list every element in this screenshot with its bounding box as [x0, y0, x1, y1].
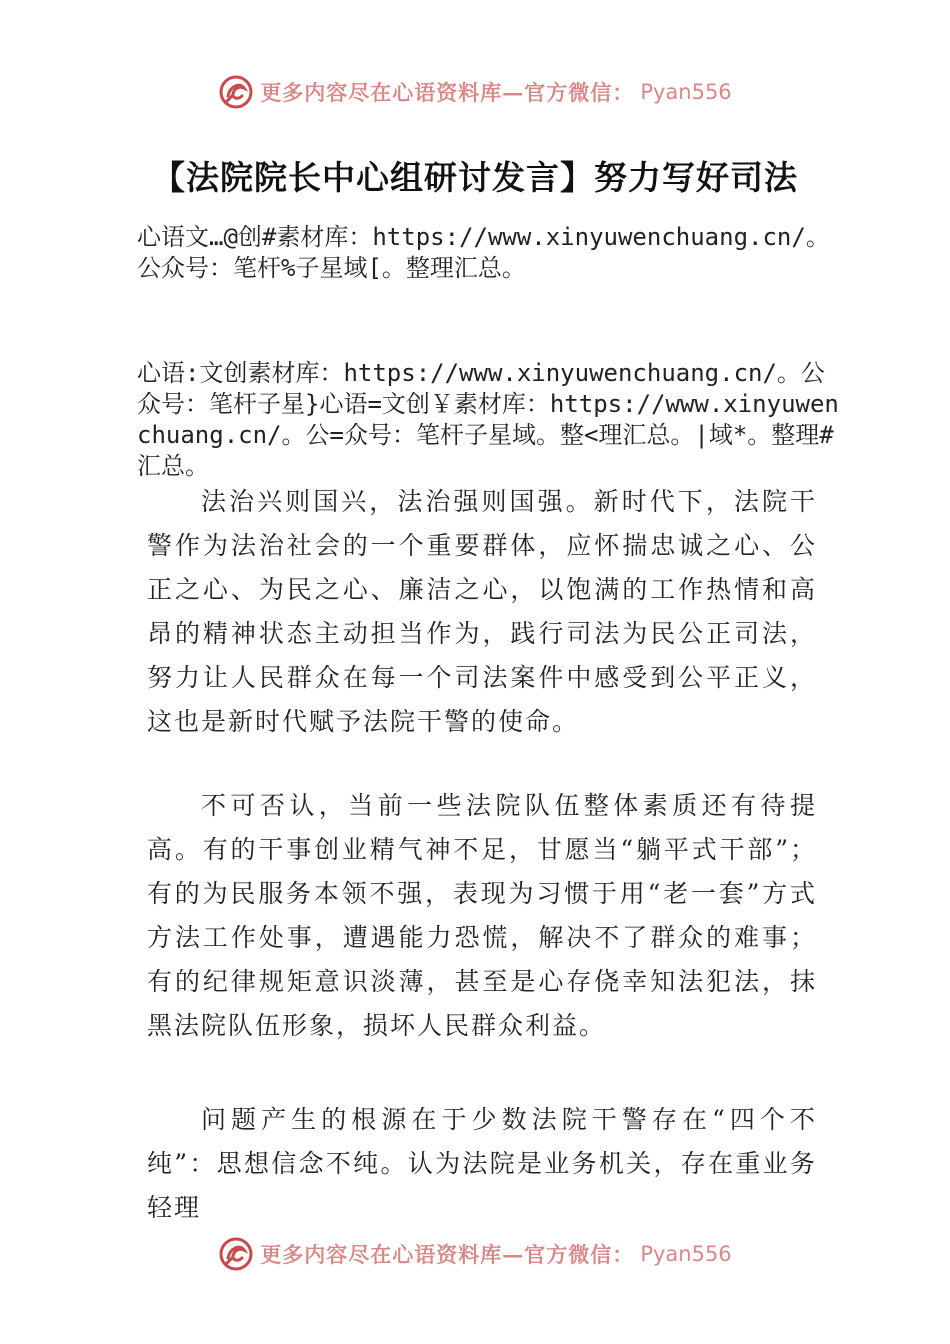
banner-wechat-id: Pyan556 [640, 80, 732, 104]
banner-text: 更多内容尽在心语资料库—官方微信： [260, 1242, 635, 1267]
red-swirl-seal-icon [218, 74, 254, 110]
banner-text: 更多内容尽在心语资料库—官方微信： [260, 80, 635, 105]
header-banner [0, 70, 950, 114]
banner-wechat-id: Pyan556 [640, 1242, 732, 1266]
paragraph-3: 问题产生的根源在于少数法院干警存在“四个不纯”：思想信念不纯。认为法院是业务机关，存在重业务轻理 [147, 1105, 817, 1222]
red-swirl-seal-icon [218, 1236, 254, 1272]
paragraph-1: 法治兴则国兴，法治强则国强。新时代下，法院干警作为法治社会的一个重要群体，应怀揣忠诚之心、公正之心、为民之心、廉洁之心，以饱满的工作热情和高昂的精神状态主动担当作为，践行司法为民公正司法，努力让人民群众在每一个司法案件中感受到公平正义，这也是新时代赋予法院干警的使命。 [147, 487, 817, 736]
meta-line-2: 心语:文创素材库：https://www.xinyuwenchuang.cn/。公众号：笔杆子星}心语=文创￥素材库：https://www.xinyuwenchuang.cn/。公=众号：笔杆子星域。整<理汇总。|域*。整理#汇总。 [137, 359, 839, 480]
footer-banner [0, 1232, 950, 1276]
paragraph-2: 不可否认，当前一些法院队伍整体素质还有待提高。有的干事创业精气神不足，甘愿当“躺平式干部”；有的为民服务本领不强，表现为习惯于用“老一套”方式方法工作处事，遭遇能力恐慌，解决不了群众的难事；有的纪律规矩意识淡薄，甚至是心存侥幸知法犯法，抹黑法院队伍形象，损坏人民群众利益。 [147, 791, 817, 1040]
meta-line-1: 心语文…@创#素材库：https://www.xinyuwenchuang.cn/。公众号：笔杆%子星域[。整理汇总。 [137, 223, 830, 282]
document-title: 【法院院长中心组研讨发言】努力写好司法 [152, 158, 798, 197]
